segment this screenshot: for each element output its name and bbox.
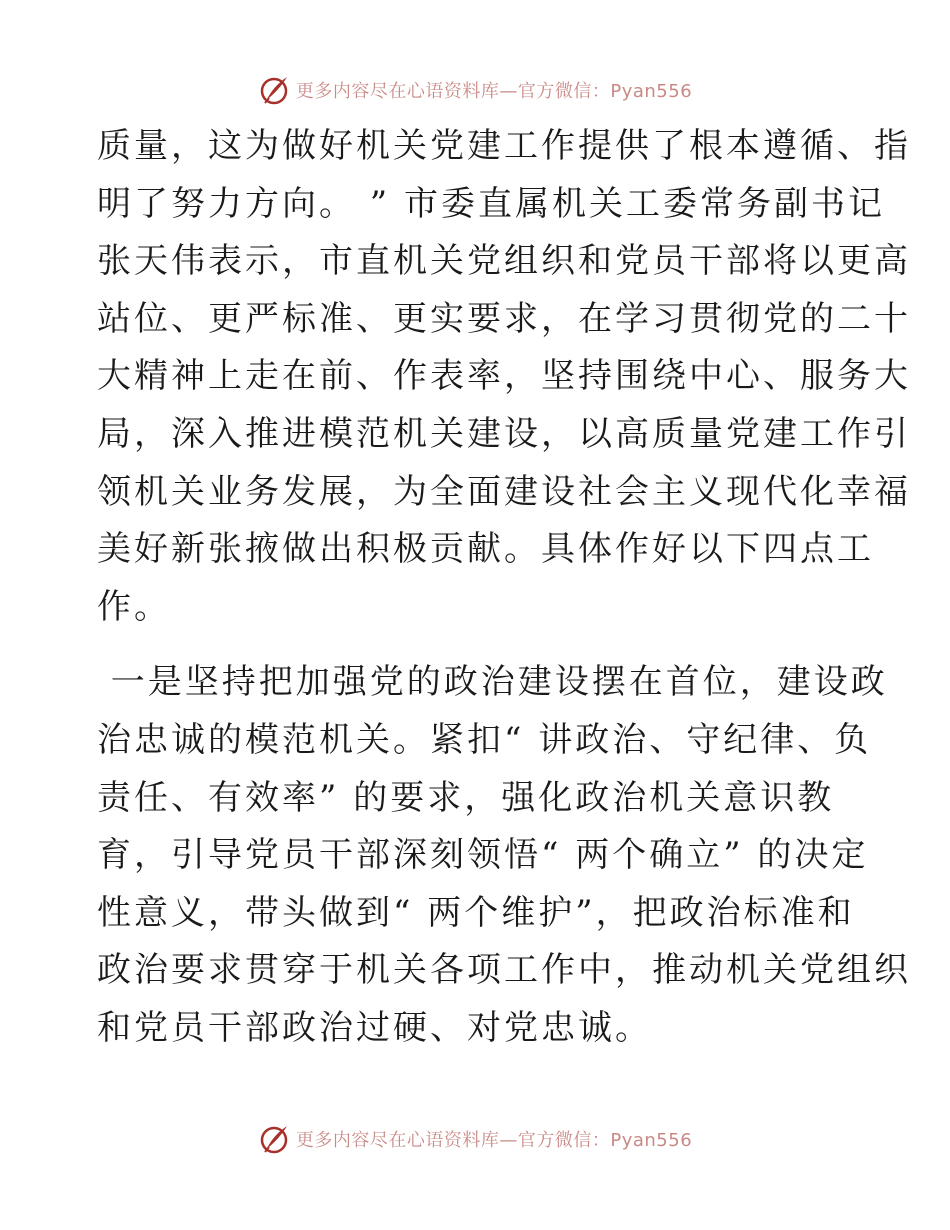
- paragraph-2: [97, 654, 911, 1057]
- text-line: 和党员干部政治过硬、对党忠诚。: [97, 1007, 652, 1048]
- header-banner: [0, 72, 950, 108]
- header-banner-text: 更多内容尽在心语资料库—官方微信：Pyan556: [295, 81, 693, 102]
- paragraph-1: [97, 118, 911, 636]
- feather-pen-circle-icon: [258, 1123, 290, 1155]
- footer-banner: [0, 1121, 950, 1157]
- text-line: 作。: [97, 586, 171, 627]
- document-body: [97, 118, 911, 1058]
- text-line: 明了努力方向。 ” 市委直属机关工委常务副书记: [97, 183, 885, 224]
- text-line: 领机关业务发展，为全面建设社会主义现代化幸福: [97, 471, 911, 512]
- text-line: 政治要求贯穿于机关各项工作中，推动机关党组织: [97, 950, 911, 991]
- paragraph-spacer: [97, 636, 857, 654]
- text-line: 一是坚持把加强党的政治建设摆在首位，建设政: [97, 662, 888, 703]
- text-line: 美好新张掖做出积极贡献。具体作好以下四点工: [97, 529, 874, 570]
- text-line: 大精神上走在前、作表率，坚持围绕中心、服务大: [97, 356, 911, 397]
- text-line: 张天伟表示，市直机关党组织和党员干部将以更高: [97, 241, 911, 282]
- footer-banner-text: 更多内容尽在心语资料库—官方微信：Pyan556: [295, 1130, 693, 1151]
- text-line: 育，引导党员干部深刻领悟“ 两个确立” 的决定: [97, 835, 869, 876]
- text-line: 质量，这为做好机关党建工作提供了根本遵循、指: [97, 126, 911, 166]
- text-line: 责任、有效率” 的要求，强化政治机关意识教: [97, 777, 835, 818]
- text-line: 站位、更严标准、更实要求，在学习贯彻党的二十: [97, 298, 911, 339]
- text-line: 性意义，带头做到“ 两个维护”，把政治标准和: [97, 892, 855, 933]
- text-line: 治忠诚的模范机关。紧扣“ 讲政治、守纪律、负: [97, 719, 872, 760]
- text-line: 局，深入推进模范机关建设，以高质量党建工作引: [97, 413, 911, 454]
- feather-pen-circle-icon: [258, 74, 290, 106]
